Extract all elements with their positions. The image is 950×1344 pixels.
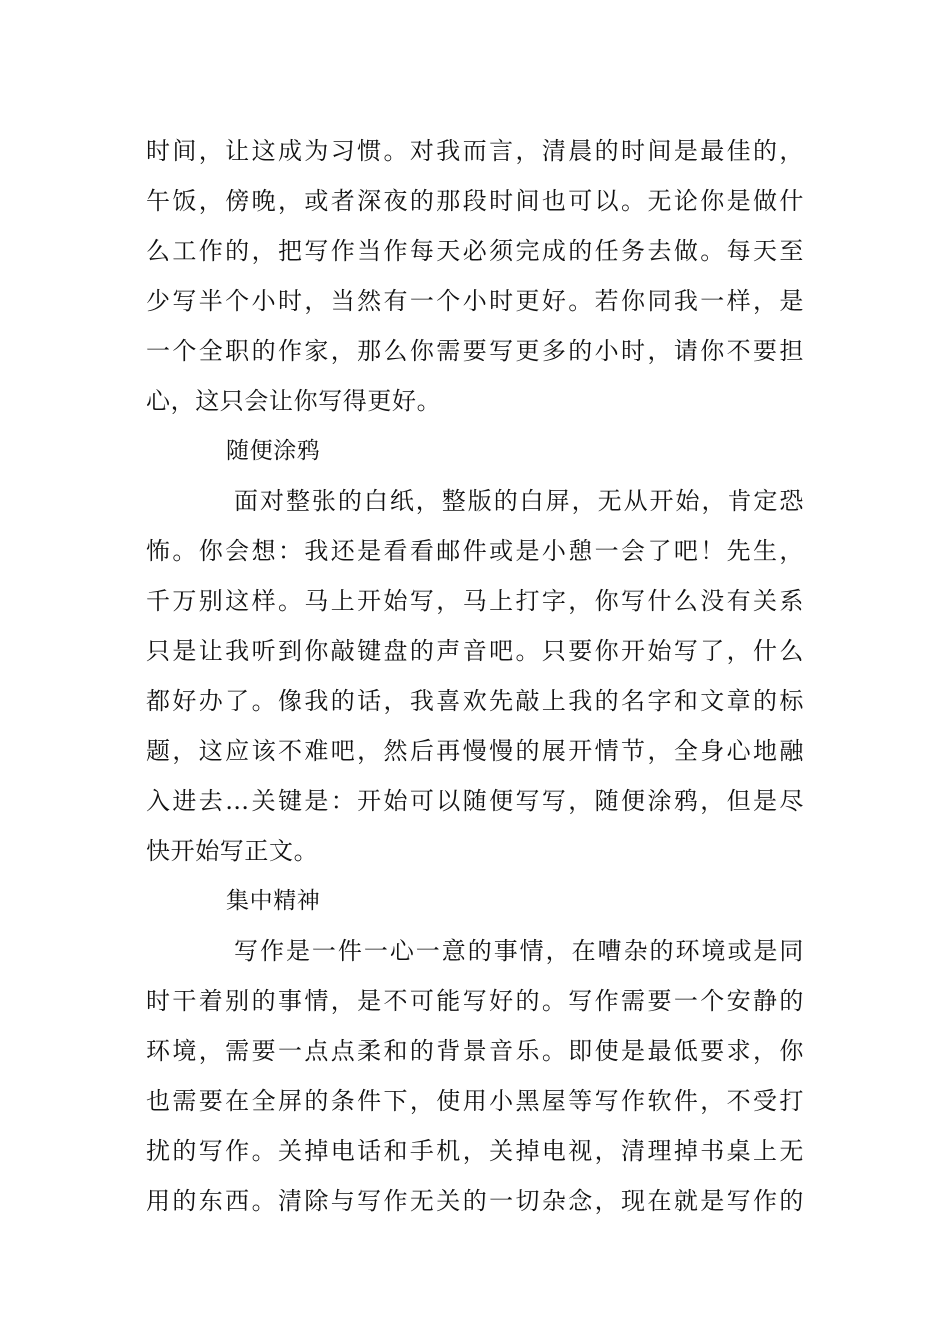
text-line: 快开始写正文。 <box>146 837 319 865</box>
text-line: 时干着别的事情，是不可能写好的。写作需要一个安静的 <box>146 987 804 1015</box>
text-line: 一个全职的作家，那么你需要写更多的小时，请你不要担 <box>146 337 804 365</box>
text-line: 千万别这样。马上开始写，马上打字，你写什么没有关系 <box>146 587 804 615</box>
text-line: 怖。你会想：我还是看看邮件或是小憩一会了吧！先生， <box>146 537 804 565</box>
text-line: 环境，需要一点点柔和的背景音乐。即使是最低要求，你 <box>146 1037 804 1065</box>
paragraph-writing-habit <box>146 126 804 426</box>
text-line: 用的东西。清除与写作无关的一切杂念，现在就是写作的 <box>146 1187 804 1215</box>
section-heading-scribble: 随便涂鸦 <box>226 438 321 464</box>
text-line: 少写半个小时，当然有一个小时更好。若你同我一样，是 <box>146 287 804 315</box>
text-line: 午饭，傍晚，或者深夜的那段时间也可以。无论你是做什 <box>146 187 804 215</box>
text-line: 只是让我听到你敲键盘的声音吧。只要你开始写了，什么 <box>146 637 804 665</box>
paragraph-scribble <box>146 476 804 876</box>
text-line: 写作是一件一心一意的事情，在嘈杂的环境或是同 <box>234 937 804 965</box>
text-line: 都好办了。像我的话，我喜欢先敲上我的名字和文章的标 <box>146 687 804 715</box>
paragraph-focus <box>146 926 804 1226</box>
text-line: 也需要在全屏的条件下，使用小黑屋等写作软件，不受打 <box>146 1087 804 1115</box>
text-line: 扰的写作。关掉电话和手机，关掉电视，清理掉书桌上无 <box>146 1137 804 1165</box>
text-line: 心，这只会让你写得更好。 <box>146 387 442 415</box>
text-line: 么工作的，把写作当作每天必须完成的任务去做。每天至 <box>146 237 804 265</box>
text-line: 入进去…关键是：开始可以随便写写，随便涂鸦，但是尽 <box>146 787 804 815</box>
section-heading-focus: 集中精神 <box>226 888 321 914</box>
text-line: 题，这应该不难吧，然后再慢慢的展开情节，全身心地融 <box>146 737 804 765</box>
text-line: 面对整张的白纸，整版的白屏，无从开始，肯定恐 <box>234 487 804 515</box>
text-line: 时间，让这成为习惯。对我而言，清晨的时间是最佳的， <box>146 137 804 165</box>
document-page <box>146 126 804 1226</box>
